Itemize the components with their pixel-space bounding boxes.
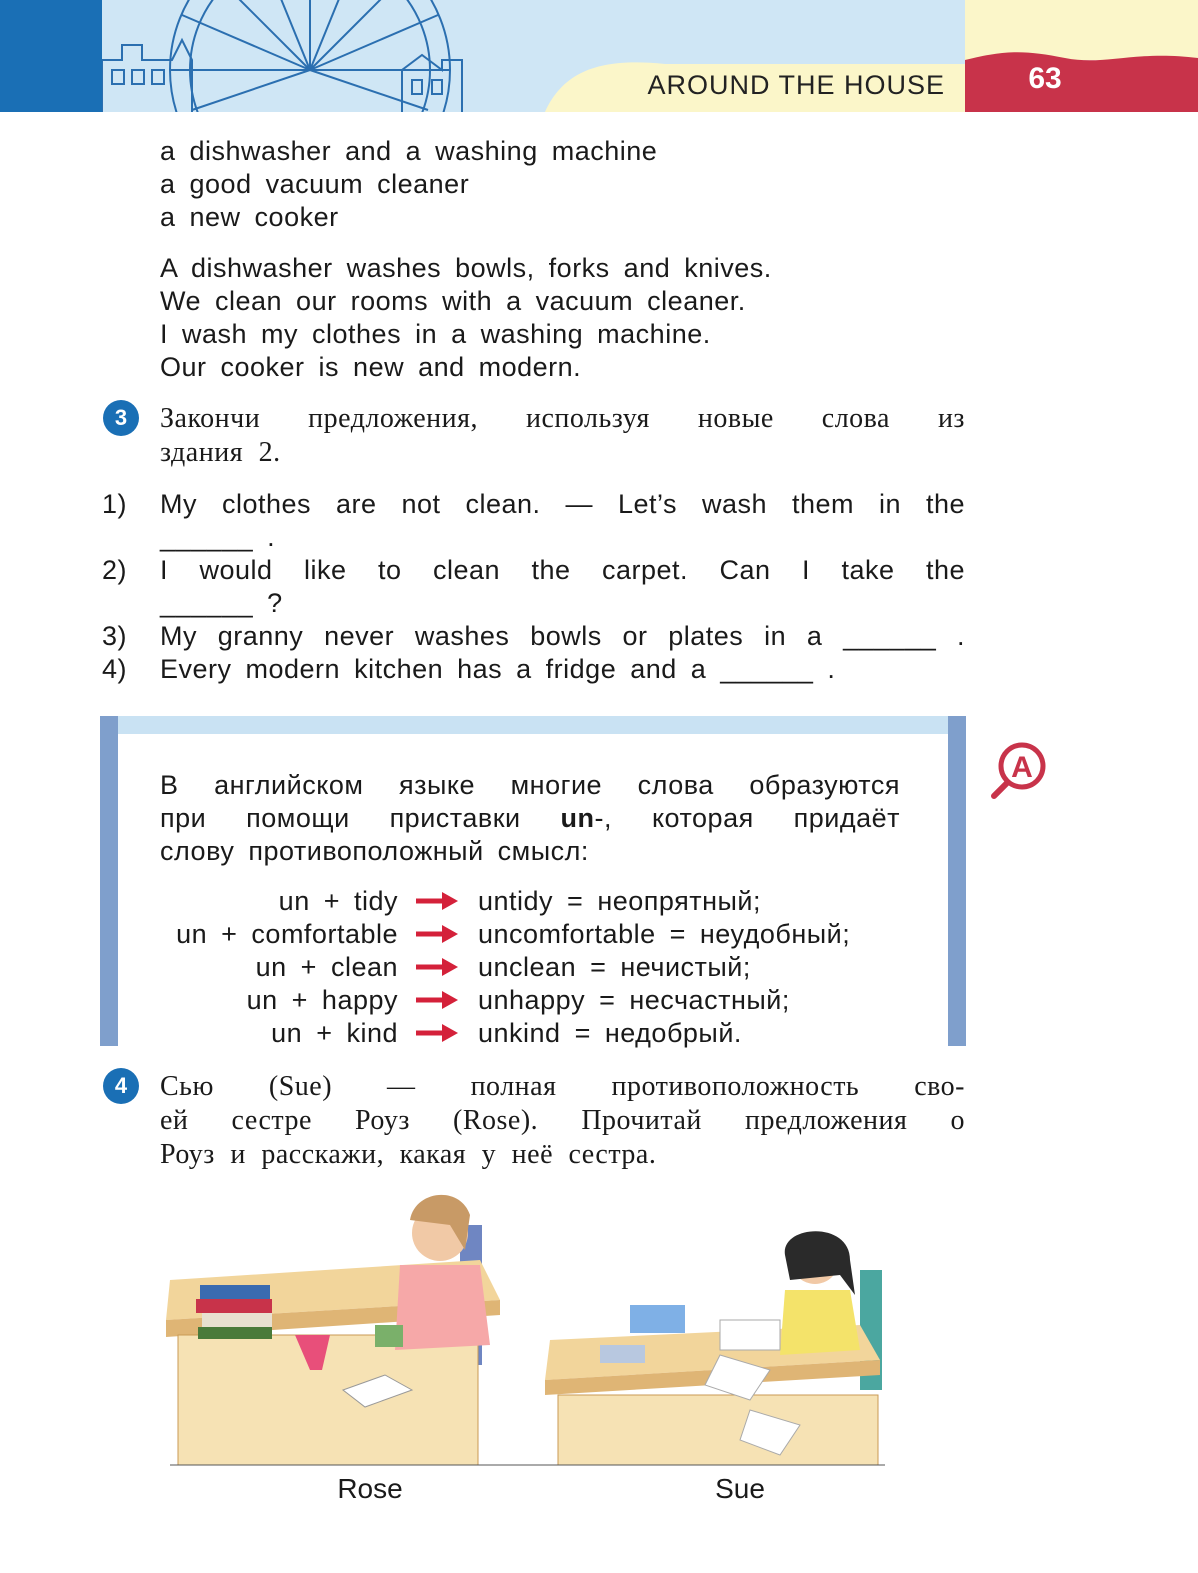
svg-text:A: A [1011, 751, 1033, 784]
arrow-right-icon [414, 956, 460, 978]
item-number: 1) [102, 489, 128, 519]
exercise-3-item-2: I would like to clean the carpet. Can I take the [160, 555, 965, 585]
rule-text: при помощи приставки un-, которая придаёт [160, 803, 901, 833]
exercise-3-instruction: Закончи предложения, используя новые слова из [160, 403, 965, 434]
exercise-3-item-2-blank: ______ ? [160, 588, 283, 618]
rule-text: В английском языке многие слова образуются [160, 770, 900, 800]
example-sentence: I wash my clothes in a washing machine. [160, 319, 711, 349]
exercise-3-badge: 3 [103, 400, 139, 436]
exercise-3-item-3: My granny never washes bowls or plates in a ______ . [160, 621, 965, 651]
item-number: 3) [102, 621, 128, 651]
rule-example-right: untidy = неопрятный; [478, 886, 761, 916]
exercise-4-instruction: ей сестре Роуз (Rose). Прочитай предложения о [160, 1105, 965, 1136]
rule-example-right: unclean = нечистый; [478, 952, 751, 982]
rule-box-top-bar [100, 716, 966, 734]
exercise-3-item-1-blank: ______ . [160, 522, 276, 552]
rule-example-left: un + tidy [278, 886, 398, 916]
vocab-phrase: a dishwasher and a washing machine [160, 136, 658, 166]
grammar-magnifier-icon [990, 740, 1050, 800]
rose-tidy-desk [166, 1195, 500, 1465]
rule-example-right: unhappy = несчастный; [478, 985, 790, 1015]
rule-example-left: un + kind [271, 1018, 398, 1048]
vocab-phrase: a good vacuum cleaner [160, 169, 470, 199]
example-sentence: Our cooker is new and modern. [160, 352, 582, 382]
exercise-3-instruction-cont: здания 2. [160, 437, 281, 468]
caption-sue: Sue [715, 1473, 765, 1504]
exercise-4-badge: 4 [103, 1068, 139, 1104]
page-number: 63 [1028, 62, 1062, 95]
sue-messy-desk [545, 1231, 882, 1465]
rule-example-left: un + clean [255, 952, 398, 982]
exercise-3-item-4: Every modern kitchen has a fridge and a ______ . [160, 654, 836, 684]
arrow-right-icon [414, 923, 460, 945]
caption-rose: Rose [337, 1473, 403, 1504]
arrow-right-icon [414, 890, 460, 912]
rule-box-right-border [948, 716, 966, 1046]
vocab-phrase: a new cooker [160, 202, 339, 232]
chapter-tab [0, 0, 102, 112]
rule-example-right: unkind = недобрый. [478, 1018, 742, 1048]
exercise-4-instruction: Сью (Sue) — полная противоположность сво- [160, 1071, 965, 1102]
rule-example-left: un + comfortable [176, 919, 398, 949]
example-sentence: We clean our rooms with a vacuum cleaner. [160, 286, 746, 316]
unit-title: AROUND THE HOUSE [647, 70, 945, 100]
item-number: 4) [102, 654, 128, 684]
arrow-right-icon [414, 1022, 460, 1044]
rule-text: слову противоположный смысл: [160, 836, 589, 866]
rose-and-sue-illustration [160, 1185, 905, 1475]
exercise-4-instruction: Роуз и расскажи, какая у неё сестра. [160, 1139, 657, 1170]
arrow-right-icon [414, 989, 460, 1011]
example-sentence: A dishwasher washes bowls, forks and knives. [160, 253, 772, 283]
rule-example-left: un + happy [246, 985, 398, 1015]
exercise-3-item-1: My clothes are not clean. — Let’s wash them in the [160, 489, 965, 519]
rule-example-right: uncomfortable = неудобный; [478, 919, 851, 949]
item-number: 2) [102, 555, 128, 585]
prefix-highlight: un [560, 803, 595, 833]
